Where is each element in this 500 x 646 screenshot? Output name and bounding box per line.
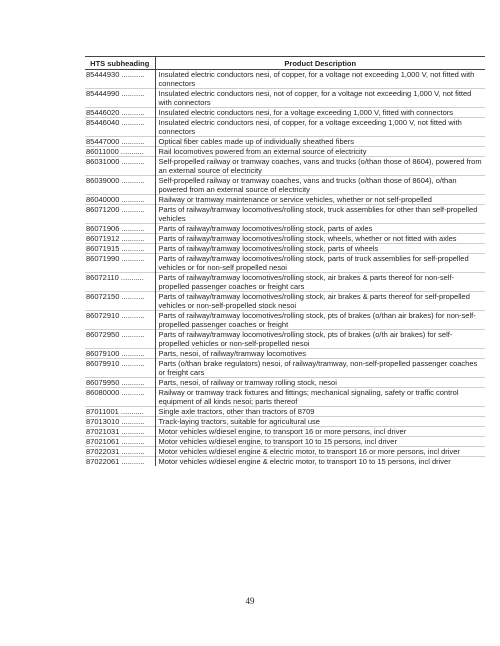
table-row [85, 417, 485, 427]
product-description-cell: Motor vehicles w/diesel engine & electric motor, to transport 10 to 15 persons, incl driver [155, 457, 485, 467]
table-row [85, 176, 485, 195]
product-description-cell: Parts of railway/tramway locomotives/rolling stock, pts of brakes (o/th air brakes) for self-propelled vehicles or non-self-propelled nesoi [155, 330, 485, 349]
product-description-cell: Motor vehicles w/diesel engine, to transport 16 or more persons, incl driver [155, 427, 485, 437]
product-description-cell: Parts of railway/tramway locomotives/rolling stock, truck assemblies for other than self-propelled vehicles [155, 205, 485, 224]
product-description-cell: Parts of railway/tramway locomotives/rolling stock, air brakes & parts thereof for non-self-propelled passenger coaches or freight cars [155, 273, 485, 292]
table-row [85, 378, 485, 388]
table-row [85, 292, 485, 311]
table-row [85, 311, 485, 330]
product-description-cell: Parts (o/than brake regulators) nesoi, of railway/tramway, non-self-propelled passenger coaches or freight cars [155, 359, 485, 378]
hts-code-cell: 86071912 ........... [85, 234, 155, 244]
product-description-cell: Parts of railway/tramway locomotives/rolling stock, pts of brakes (o/than air brakes) for non-self-propelled passenger coaches or freight [155, 311, 485, 330]
hts-code-cell: 85444990 ........... [85, 89, 155, 108]
table-row [85, 254, 485, 273]
table-row [85, 205, 485, 224]
product-description-cell: Optical fiber cables made up of individually sheathed fibers [155, 137, 485, 147]
product-description-cell: Parts of railway/tramway locomotives/rolling stock, parts of axles [155, 224, 485, 234]
table-row [85, 447, 485, 457]
product-description-header: Product Description [155, 57, 485, 70]
product-description-cell: Parts of railway/tramway locomotives/rolling stock, parts of truck assemblies for self-propelled vehicles or for non-self propelled nesoi [155, 254, 485, 273]
table-row [85, 427, 485, 437]
hts-code-cell: 86040000 ........... [85, 195, 155, 205]
table-row [85, 224, 485, 234]
hts-code-cell: 85447000 ........... [85, 137, 155, 147]
table-row [85, 118, 485, 137]
table-row [85, 330, 485, 349]
product-description-cell: Track-laying tractors, suitable for agricultural use [155, 417, 485, 427]
product-description-cell: Railway or tramway track fixtures and fittings; mechanical signaling, safety or traffic control equipment of all kinds nesoi; parts thereof [155, 388, 485, 407]
hts-code-cell: 87022061 ........... [85, 457, 155, 467]
product-description-cell: Self-propelled railway or tramway coaches, vans and trucks (o/than those of 8604), o/than powered from an external source of electricity [155, 176, 485, 195]
hts-code-cell: 85446020 ........... [85, 108, 155, 118]
product-description-cell: Parts of railway/tramway locomotives/rolling stock, air brakes & parts thereof for self-propelled vehicles or non-self-propelled stock nesoi [155, 292, 485, 311]
table-row [85, 108, 485, 118]
table-row [85, 137, 485, 147]
hts-code-cell: 86071200 ........... [85, 205, 155, 224]
hts-code-cell: 85446040 ........... [85, 118, 155, 137]
table-row [85, 388, 485, 407]
table-row [85, 157, 485, 176]
hts-code-cell: 86072110 ........... [85, 273, 155, 292]
table-row [85, 407, 485, 417]
product-description-cell: Insulated electric conductors nesi, of copper, for a voltage exceeding 1,000 V, not fitted with connectors [155, 118, 485, 137]
hts-code-cell: 87021031 ........... [85, 427, 155, 437]
table-row [85, 273, 485, 292]
table-row [85, 244, 485, 254]
hts-code-cell: 87011001 ........... [85, 407, 155, 417]
hts-code-cell: 86079950 ........... [85, 378, 155, 388]
hts-code-cell: 86072910 ........... [85, 311, 155, 330]
product-description-cell: Parts of railway/tramway locomotives/rolling stock, wheels, whether or not fitted with axles [155, 234, 485, 244]
product-description-cell: Insulated electric conductors nesi, not of copper, for a voltage not exceeding 1,000 V, not fitted with connectors [155, 89, 485, 108]
hts-code-cell: 87021061 ........... [85, 437, 155, 447]
table-row [85, 89, 485, 108]
product-description-cell: Motor vehicles w/diesel engine & electric motor, to transport 16 or more persons, incl driver [155, 447, 485, 457]
hts-code-cell: 86071990 ........... [85, 254, 155, 273]
hts-code-cell: 86039000 ........... [85, 176, 155, 195]
hts-code-cell: 86072950 ........... [85, 330, 155, 349]
hts-code-cell: 87013010 ........... [85, 417, 155, 427]
table-row [85, 359, 485, 378]
hts-table [85, 56, 485, 466]
product-description-cell: Parts, nesoi, of railway or tramway rolling stock, nesoi [155, 378, 485, 388]
table-row [85, 234, 485, 244]
table-row [85, 437, 485, 447]
table-row [85, 147, 485, 157]
product-description-cell: Rail locomotives powered from an external source of electricity [155, 147, 485, 157]
product-description-cell: Insulated electric conductors nesi, for a voltage exceeding 1,000 V, fitted with connectors [155, 108, 485, 118]
product-description-cell: Insulated electric conductors nesi, of copper, for a voltage not exceeding 1,000 V, not fitted with connectors [155, 70, 485, 89]
table-header [85, 57, 485, 70]
hts-code-cell: 86071915 ........... [85, 244, 155, 254]
hts-code-cell: 86011000 ........... [85, 147, 155, 157]
table-row [85, 195, 485, 205]
table-row [85, 349, 485, 359]
product-description-cell: Motor vehicles w/diesel engine, to transport 10 to 15 persons, incl driver [155, 437, 485, 447]
hts-code-cell: 86072150 ........... [85, 292, 155, 311]
table-row [85, 457, 485, 467]
table-row [85, 70, 485, 89]
table-body [85, 70, 485, 467]
hts-code-cell: 86031000 ........... [85, 157, 155, 176]
hts-code-cell: 86080000 ........... [85, 388, 155, 407]
product-description-cell: Railway or tramway maintenance or service vehicles, whether or not self-propelled [155, 195, 485, 205]
product-description-cell: Parts of railway/tramway locomotives/rolling stock, parts of wheels [155, 244, 485, 254]
hts-code-cell: 87022031 ........... [85, 447, 155, 457]
page-number: 49 [245, 596, 255, 606]
hts-code-cell: 86079100 ........... [85, 349, 155, 359]
hts-code-cell: 85444930 ........... [85, 70, 155, 89]
hts-code-cell: 86071906 ........... [85, 224, 155, 234]
product-description-cell: Parts, nesoi, of railway/tramway locomotives [155, 349, 485, 359]
hts-subheading-header: HTS subheading [85, 57, 155, 70]
product-description-cell: Self-propelled railway or tramway coaches, vans and trucks (o/than those of 8604), powered from an external source of electricity [155, 157, 485, 176]
hts-code-cell: 86079910 ........... [85, 359, 155, 378]
product-description-cell: Single axle tractors, other than tractors of 8709 [155, 407, 485, 417]
